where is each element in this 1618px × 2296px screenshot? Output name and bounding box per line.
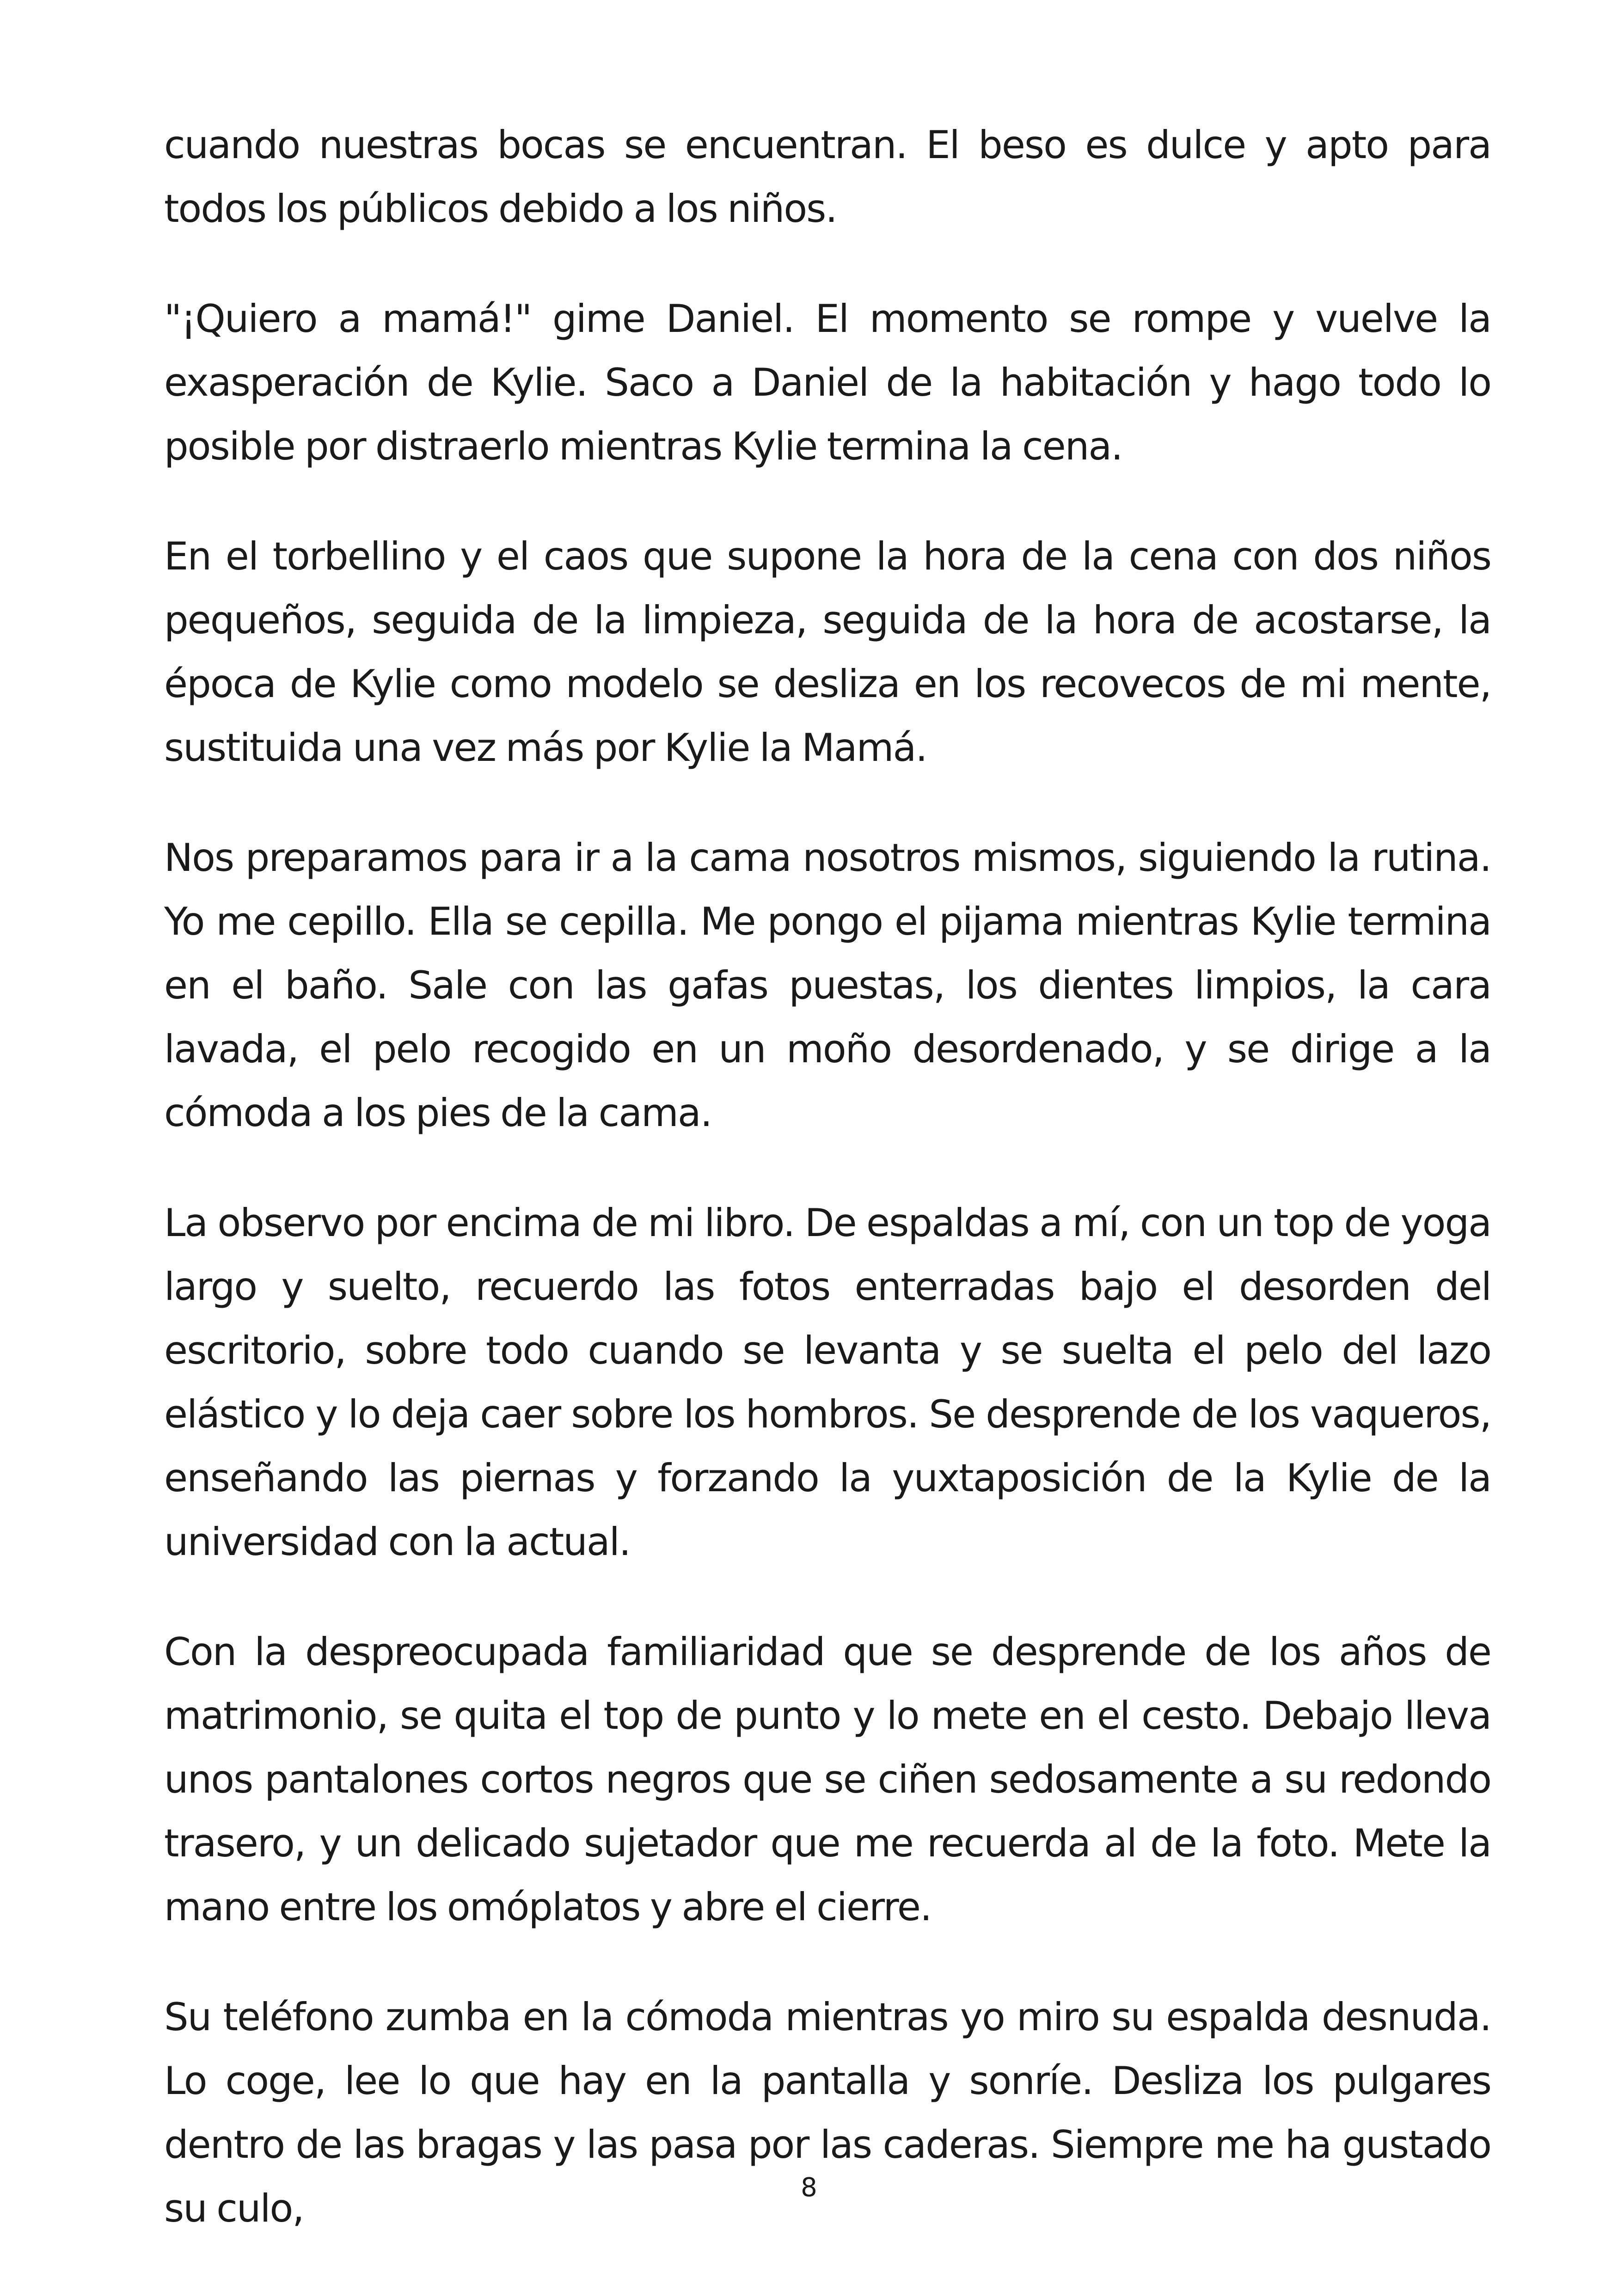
page-body xyxy=(164,113,1491,2231)
paragraph: Con la despreocupada familiaridad que se desprende de los años de matrimonio, se quita el top de punto y lo mete en el cesto. Debajo lleva unos pantalones cortos negros que se ciñen sedosamente a su redondo trasero, y un delicado sujetador que me recuerda al de la foto. Mete la mano entre los omóplatos y abre el cierre. xyxy=(164,1629,1491,1929)
paragraph: En el torbellino y el caos que supone la hora de la cena con dos niños pequeños, seguida de la limpieza, seguida de la hora de acostarse, la época de Kylie como modelo se desliza en los recovecos de mi mente, sustituida una vez más por Kylie la Mamá. xyxy=(164,534,1491,770)
paragraph: cuando nuestras bocas se encuentran. El beso es dulce y apto para todos los públicos debido a los niños. xyxy=(164,122,1491,231)
paragraph: La observo por encima de mi libro. De espaldas a mí, con un top de yoga largo y suelto, recuerdo las fotos enterradas bajo el desorden del escritorio, sobre todo cuando se levanta y se suelta el pelo del lazo elástico y lo deja caer sobre los hombros. Se desprende de los vaqueros, enseñando las piernas y forzando la yuxtaposición de la Kylie de la universidad con la actual. xyxy=(164,1200,1491,1564)
paragraph: Nos preparamos para ir a la cama nosotros mismos, siguiendo la rutina. Yo me cepillo. Ella se cepilla. Me pongo el pijama mientras Kylie termina en el baño. Sale con las gafas puestas, los dientes limpios, la cara lavada, el pelo recogido en un moño desordenado, y se dirige a la cómoda a los pies de la cama. xyxy=(164,835,1491,1135)
paragraph: Su teléfono zumba en la cómoda mientras yo miro su espalda desnuda. Lo coge, lee lo que hay en la pantalla y sonríe. Desliza los pulgares dentro de las bragas y las pasa por las caderas. Siempre me ha gustado su culo, xyxy=(164,1995,1491,2231)
paragraph: "¡Quiero a mamá!" gime Daniel. El momento se rompe y vuelve la exasperación de Kylie. Saco a Daniel de la habitación y hago todo lo posible por distraerlo mientras Kylie termina la cena. xyxy=(164,296,1491,469)
page-number: 8 xyxy=(801,2173,817,2203)
